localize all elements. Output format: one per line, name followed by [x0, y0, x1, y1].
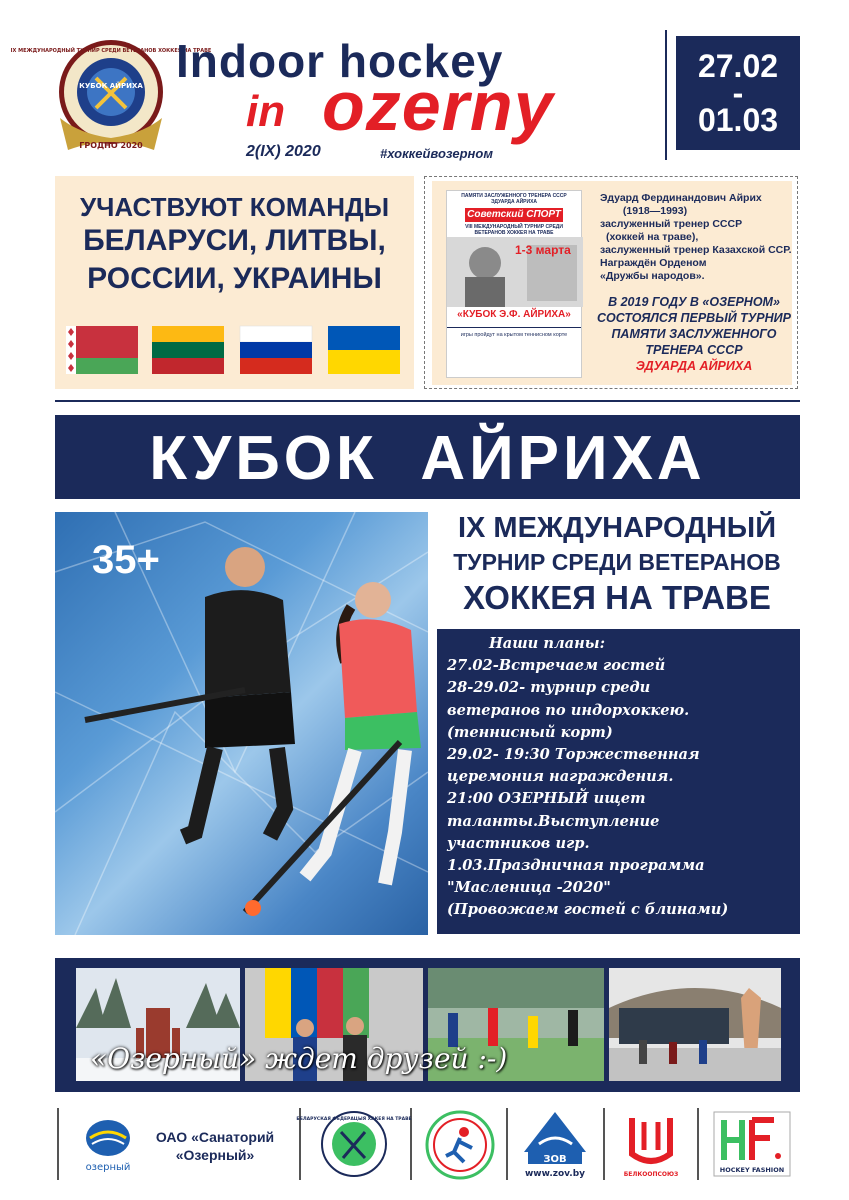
belarus-flag — [66, 326, 138, 374]
poster-footer: игры пройдут на крытом теннисном корте — [460, 332, 568, 338]
emblem-mid-text: КУБОК АЙРИХА — [79, 82, 143, 90]
tour-line5: ЭДУАРДА АЙРИХА — [635, 359, 753, 373]
belkoopsoyuz-logo — [620, 1108, 682, 1180]
lithuania-flag — [152, 326, 224, 374]
gallery-caption: «Озерный» ждет друзей :-) — [90, 1042, 508, 1075]
sponsor-divider — [697, 1108, 699, 1180]
russia-flag — [240, 326, 312, 374]
poster-cup: «КУБОК Э.Ф. АЙРИХА» — [457, 309, 571, 320]
tour-line3: ПАМЯТИ ЗАСЛУЖЕННОГО — [611, 327, 777, 341]
bio-name: Эдуард Фердинандович Айрих — [600, 192, 762, 204]
plans-line: таланты.Выступление — [447, 812, 660, 830]
plans-line: участников игр. — [447, 834, 590, 852]
plans-line: церемония награждения. — [447, 768, 674, 786]
plans-heading: Наши планы: — [489, 635, 606, 652]
header-divider — [665, 30, 667, 160]
issue-number: 2(IX) 2020 — [246, 143, 321, 160]
mini-poster — [446, 190, 582, 378]
sponsor-divider — [603, 1108, 605, 1180]
title-ozerny: ozerny — [322, 67, 554, 145]
plans-line: 27.02-Встречаем гостей — [447, 657, 666, 675]
hashtag: #хоккейвозерном — [380, 146, 493, 161]
title-indoor-hockey: Indoor hockey — [176, 35, 504, 87]
plans-list — [447, 633, 797, 922]
plans-line: 21:00 ОЗЕРНЫЙ ищет — [447, 790, 646, 808]
poster-paper: Советский СПОРТ — [465, 208, 563, 222]
tournament-emblem — [10, 38, 212, 154]
poster-top: ПАМЯТИ ЗАСЛУЖЕННОГО ТРЕНЕРА СССР ЭДУАРДА АЙРИХА — [461, 193, 567, 205]
bio-years: (1918—1993) — [622, 205, 688, 217]
sponsor-divider — [506, 1108, 508, 1180]
bio-line4: Награждён Орденом — [600, 257, 707, 269]
teams-line1: УЧАСТВУЮТ КОМАНДЫ — [79, 192, 390, 222]
sanatorium-name-2: «Озерный» — [175, 1147, 255, 1163]
emblem-bottom-text: ГРОДНО 2020 — [79, 141, 143, 150]
sponsor-divider — [57, 1108, 59, 1180]
tour-line4: ТРЕНЕРА СССР — [645, 343, 743, 357]
plans-line: (теннисный корт) — [447, 723, 613, 741]
emblem-top-text: IX МЕЖДУНАРОДНЫЙ ТУРНИР СРЕДИ ВЕТЕРАНОВ ХОККЕЯ НА ТРАВЕ — [10, 48, 212, 54]
sanatorium-name-1: ОАО «Санаторий — [155, 1129, 275, 1145]
teams-text — [55, 192, 414, 298]
belkoop-text: БЕЛКООПСОЮЗ — [623, 1171, 679, 1178]
date-start: 27.02 — [697, 48, 779, 84]
gallery-photo-maslenitsa — [609, 968, 781, 1081]
tour-line2: СОСТОЯЛСЯ ПЕРВЫЙ ТУРНИР — [597, 311, 791, 325]
teams-line3: РОССИИ, УКРАИНЫ — [87, 262, 382, 295]
bio-line3: заслуженный тренер Казахской ССР. — [600, 244, 792, 256]
intl-line1: IX МЕЖДУНАРОДНЫЙ — [457, 512, 777, 544]
ukraine-flag — [328, 326, 400, 374]
poster-dates: 1-3 марта — [515, 243, 571, 257]
federation-logo — [296, 1110, 412, 1178]
ozerny-sanatorium-logo — [78, 1112, 138, 1176]
zov-logo — [514, 1108, 596, 1180]
plans-line: 1.03.Праздничная программа — [447, 857, 705, 875]
hf-brand: HOCKEY FASHION — [719, 1166, 785, 1174]
sports-committee-logo — [424, 1110, 496, 1180]
plans-line: (Провожаем гостей с блинами) — [447, 901, 729, 919]
zov-brand: ЗОВ — [543, 1154, 567, 1165]
section-rule — [55, 400, 800, 402]
ozerny-logo-text: озерный — [85, 1162, 131, 1173]
plans-line: 28-29.02- турнир среди — [447, 679, 651, 697]
date-box — [676, 36, 800, 150]
zov-url: www.zov.by — [524, 1169, 586, 1179]
poster-headline: VIII МЕЖДУНАРОДНЫЙ ТУРНИР СРЕДИ ВЕТЕРАНОВ ХОККЕЯ НА ТРАВЕ — [465, 224, 563, 236]
plans-line: "Масленица -2020" — [447, 879, 611, 897]
first-tournament-note — [592, 294, 796, 374]
tour-line1: В 2019 ГОДУ В «ОЗЕРНОМ» — [608, 295, 780, 309]
plans-line: ветеранов по индорхоккею. — [447, 701, 690, 719]
plans-line: 29.02- 19:30 Торжественная — [447, 746, 700, 764]
intl-line2: ТУРНИР СРЕДИ ВЕТЕРАНОВ — [453, 549, 781, 575]
cup-title: КУБОК АЙРИХА — [149, 424, 706, 493]
date-end: 01.03 — [697, 102, 779, 138]
date-separator: - — [732, 75, 744, 111]
hockey-fashion-logo — [712, 1110, 792, 1178]
sanatorium-name — [140, 1128, 290, 1164]
federation-text: БЕЛАРУСКАЯ ФЕДЕРАЦЫЯ ХАКЕЯ НА ТРАВЕ — [296, 1117, 412, 1122]
intl-line3: ХОККЕЯ НА ТРАВЕ — [463, 579, 771, 616]
title-in: in — [246, 87, 286, 136]
bio-line1: заслуженный тренер СССР — [600, 218, 743, 230]
airikh-bio — [600, 192, 792, 283]
age-category: 35+ — [92, 538, 160, 582]
bio-line5: «Дружбы народов». — [600, 270, 705, 282]
tournament-title — [432, 510, 802, 618]
teams-line2: БЕЛАРУСИ, ЛИТВЫ, — [83, 224, 386, 257]
bio-line2: (хоккей на траве), — [606, 231, 699, 243]
